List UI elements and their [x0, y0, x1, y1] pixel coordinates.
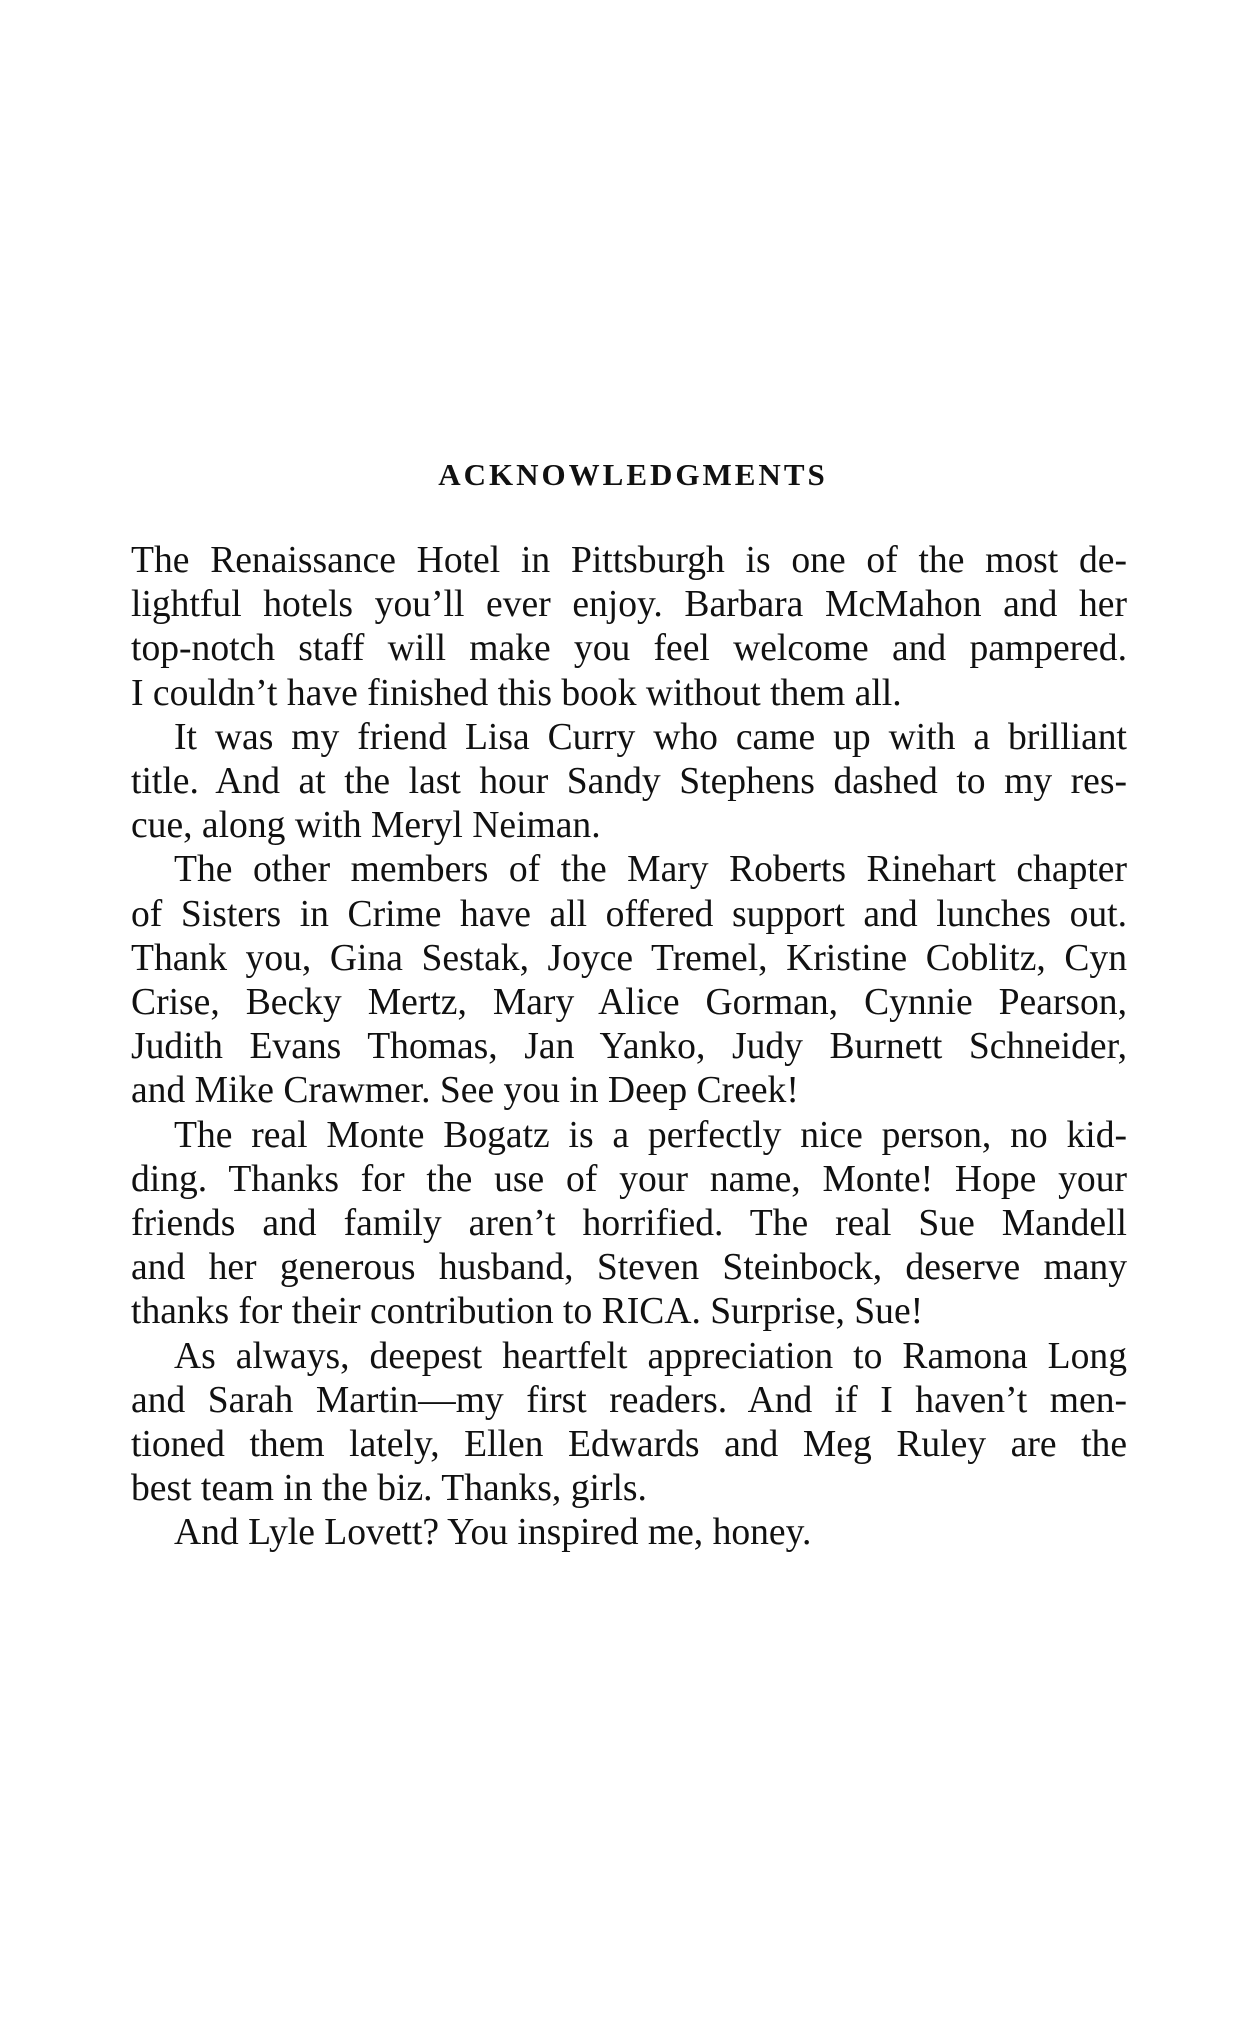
paragraph — [131, 1335, 1127, 1512]
text-line: best team in the biz. Thanks, girls. — [131, 1468, 647, 1510]
paragraph — [131, 1114, 1127, 1335]
text-line: The Renaissance Hotel in Pittsburgh is one of the most de- — [131, 540, 1127, 581]
text-line: Crise, Becky Mertz, Mary Alice Gorman, Cynnie Pearson, — [131, 982, 1127, 1024]
text-line: Thank you, Gina Sestak, Joyce Tremel, Kristine Coblitz, Cyn — [131, 937, 1127, 979]
text-line: friends and family aren’t horrified. The real Sue Mandell — [131, 1203, 1127, 1245]
text-line: and Sarah Martin—my first readers. And if I haven’t men- — [131, 1379, 1127, 1421]
text-line: The real Monte Bogatz is a perfectly nice person, no kid- — [174, 1114, 1127, 1156]
text-line: And Lyle Lovett? You inspired me, honey. — [174, 1512, 812, 1554]
text-line: As always, deepest heartfelt appreciation to Ramona Long — [174, 1335, 1127, 1377]
text-line: cue, along with Meryl Neiman. — [131, 805, 601, 847]
text-line: The other members of the Mary Roberts Rinehart chapter — [174, 849, 1127, 891]
page-title-text: ACKNOWLEDGMENTS — [438, 457, 828, 492]
text-line: Judith Evans Thomas, Jan Yanko, Judy Burnett Schneider, — [131, 1026, 1127, 1068]
text-line: I couldn’t have finished this book without them all. — [131, 672, 902, 714]
text-line: It was my friend Lisa Curry who came up with a brilliant — [174, 716, 1127, 758]
paragraph — [131, 1511, 1127, 1555]
acknowledgments-body — [131, 539, 1127, 1556]
text-line: and her generous husband, Steven Steinbock, deserve many — [131, 1247, 1127, 1289]
page-title — [0, 455, 1258, 495]
text-line: and Mike Crawmer. See you in Deep Creek! — [131, 1070, 799, 1112]
text-line: title. And at the last hour Sandy Stephens dashed to my res- — [131, 761, 1127, 803]
text-line: ding. Thanks for the use of your name, Monte! Hope your — [131, 1158, 1127, 1200]
paragraph — [131, 539, 1127, 716]
text-line: tioned them lately, Ellen Edwards and Meg Ruley are the — [131, 1424, 1127, 1466]
paragraph — [131, 716, 1127, 849]
paragraph — [131, 848, 1127, 1113]
text-line: top-notch staff will make you feel welcome and pampered. — [131, 628, 1127, 670]
text-line: lightful hotels you’ll ever enjoy. Barbara McMahon and her — [131, 584, 1127, 626]
text-line: of Sisters in Crime have all offered support and lunches out. — [131, 893, 1127, 935]
text-line: thanks for their contribution to RICA. Surprise, Sue! — [131, 1291, 924, 1333]
